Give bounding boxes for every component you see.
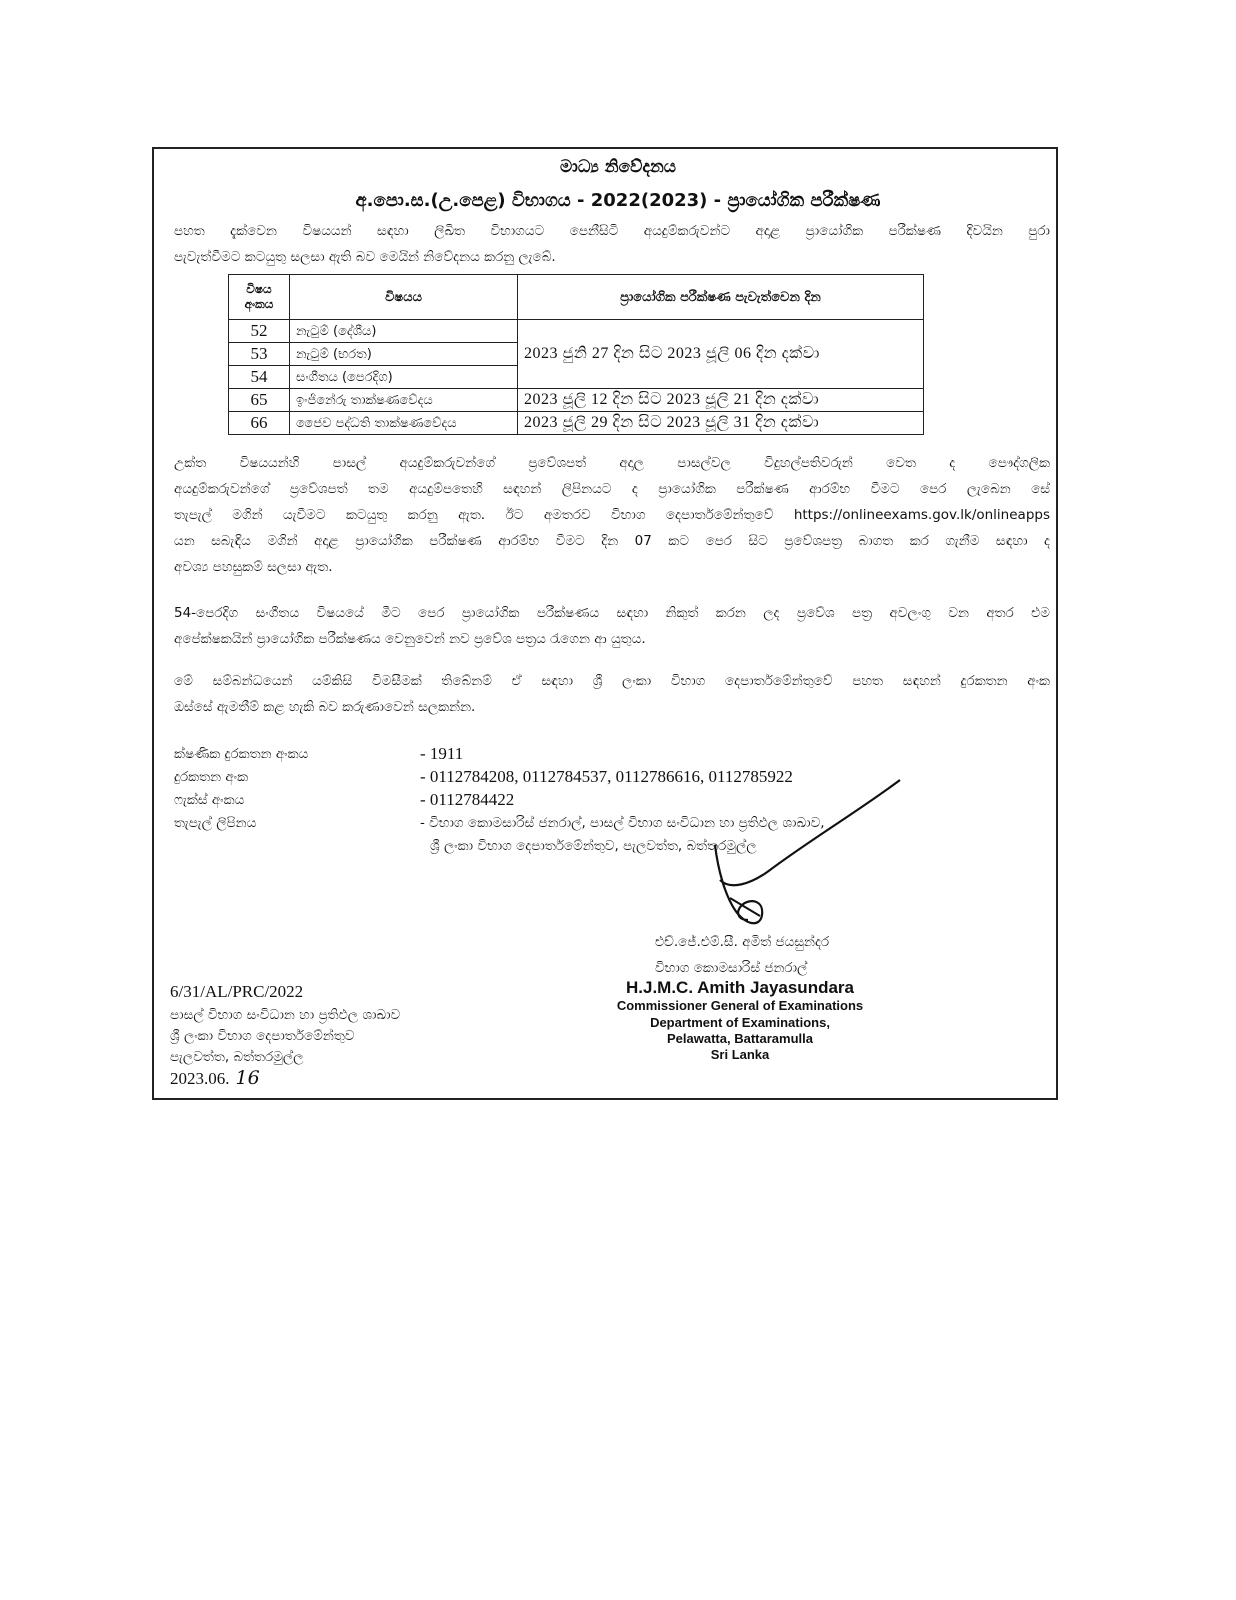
notice-subtitle: අ.පො.ස.(උ.පෙළ) විභාගය - 2022(2023) - ප්‍රායෝගික පරීක්ෂණ — [355, 190, 881, 211]
fax-value: - 0112784422 — [420, 790, 515, 809]
subject-name: නැටුම් (දේශීය) — [290, 320, 518, 343]
table-row — [229, 389, 924, 412]
reference-date-printed: 2023.06. — [170, 1069, 230, 1088]
postal-address-line2: ශ්‍රී ලංකා විභාග දෙපාර්තමේන්තුව, පැලවත්ත, බත්තරමුල්ල — [430, 838, 757, 854]
subject-code: 54 — [229, 366, 290, 389]
subject-code: 66 — [229, 412, 290, 435]
reference-date-handwritten: 16 — [235, 1067, 260, 1089]
notice-title: මාධ්‍ය නිවේදනය — [560, 157, 676, 177]
subject-code: 65 — [229, 389, 290, 412]
paragraph-line: අයදුම්කරුවන්ගේ ප්‍රවේශපත් තම අයදුම්පතෙහි සඳහන් ලිපිනයට ද ප්‍රායෝගික පරීක්ෂණ ආරම්භ වීමට පෙර ලැබෙන සේ — [174, 481, 1050, 497]
subject-code: 53 — [229, 343, 290, 366]
subject-code: 52 — [229, 320, 290, 343]
subject-name: නැටුම් (භරත) — [290, 343, 518, 366]
subject-name: ජෛව පද්ධති තාක්ෂණවේදය — [290, 412, 518, 435]
paragraph-line: මේ සම්බන්ධයෙන් යම්කිසි විමසීමක් තිබේනම් ඒ සඳහා ශ්‍රී ලංකා විභාග දෙපාර්තමේන්තුවේ පහත සඳහන් දුරකතන අංක — [174, 673, 1050, 689]
paragraph-line: යන සබැඳිය මගින් අදාළ ප්‍රායෝගික පරීක්ෂණ ආරම්භ වීමට දින 07 කට පෙර සිට ප්‍රවේශපත්‍ර බාගත කර ගැනීම සඳහා ද — [174, 533, 1050, 549]
reference-address: පැලවත්ත, බත්තරමුල්ල — [170, 1049, 304, 1065]
address-en: Pelawatta, Battaramulla — [667, 1031, 813, 1046]
practical-dates: 2023 ජූලි 12 දින සිට 2023 ජූලි 21 දින දක්වා — [518, 389, 924, 412]
paragraph-line: අවශ්‍ය පහසුකම් සලසා ඇත. — [174, 559, 333, 575]
reference-date — [170, 1067, 260, 1089]
fax-label: ෆැක්ස් අංකය — [174, 792, 245, 808]
intro-paragraph — [174, 218, 1050, 270]
paragraph-line: අපේක්ෂකයින් ප්‍රායෝගික පරීක්ෂණය වෙනුවෙන් නව ප්‍රවේශ පත්‍රය රැගෙන ආ යුතුය. — [174, 631, 646, 647]
col-header-subject: විෂයය — [290, 275, 518, 320]
department-en: Department of Examinations, — [650, 1015, 830, 1030]
signatory-title-si: විභාග කොමසාරිස් ජනරාල් — [655, 960, 808, 976]
intro-line: පහත දැක්වෙන විෂයයන් සඳහා ලිඛිත විභාගයට පෙනීසිටි අයදුම්කරුවන්ට අදාළ ප්‍රායෝගික පරීක්ෂණ දිවයින පුරා — [174, 223, 1050, 239]
telephone-label: දුරකතන අංක — [174, 769, 249, 785]
paragraph-line: 54-පෙරදිග සංගීතය විෂයයේ මීට පෙර ප්‍රායෝගික පරීක්ෂණය සඳහා නිකුත් කරන ලද ප්‍රවේශ පත්‍ර අවලංගු වන අතර එම — [174, 605, 1050, 621]
telephone-value: - 0112784208, 0112784537, 0112786616, 0112785922 — [420, 767, 793, 786]
signatory-name-en: H.J.M.C. Amith Jayasundara — [626, 978, 854, 997]
oriental-music-paragraph — [174, 600, 1050, 652]
col-header-code: විෂය අංකය — [229, 275, 290, 320]
reference-branch: පාසල් විභාග සංවිධාන හා ප්‍රතිඵල ශාඛාව — [170, 1007, 401, 1023]
signatory-name-si: එච්.ජේ.එම්.සී. අමිත් ජයසුන්දර — [655, 934, 830, 950]
subject-name: සංගීතය (පෙරදිග) — [290, 366, 518, 389]
paragraph-line: තැපැල් මගින් යැවීමට කටයුතු කරනු ඇත. ඊට අමතරව විභාග දෙපාර්තමේන්තුවේ https://onlineexams.gov.lk/onlineapps — [174, 507, 1050, 523]
postal-address-label: තැපැල් ලිපිනය — [174, 815, 257, 831]
hotline-label: ක්ෂණික දුරකතන අංකය — [174, 746, 309, 762]
table-row — [229, 320, 924, 343]
signatory-title-en: Commissioner General of Examinations — [616, 998, 864, 1013]
admission-paragraph — [174, 450, 1050, 580]
table-row — [229, 412, 924, 435]
inquiry-paragraph — [174, 668, 1050, 720]
practical-dates: 2023 ජුනි 27 දින සිට 2023 ජූලි 06 දින දක්වා — [518, 320, 924, 389]
paragraph-line: ඔස්සේ ඇමතීම් කළ හැකි බව කරුණාවෙන් සලකන්න. — [174, 699, 476, 715]
country-en: Sri Lanka — [710, 1047, 770, 1062]
col-header-dates: ප්‍රායෝගික පරීක්ෂණ පැවැත්වෙන දින — [518, 275, 924, 320]
reference-department: ශ්‍රී ලංකා විභාග දෙපාර්තමේන්තුව — [170, 1028, 355, 1044]
practical-dates: 2023 ජූලි 29 දින සිට 2023 ජූලි 31 දින දක්වා — [518, 412, 924, 435]
reference-code: 6/31/AL/PRC/2022 — [170, 982, 304, 1001]
subject-name: ඉංජිනේරු තාක්ෂණවේදය — [290, 389, 518, 412]
practical-schedule-table — [228, 274, 924, 435]
hotline-value: - 1911 — [420, 744, 464, 763]
paragraph-line: උක්ත විෂයයන්හි පාසල් අයදුම්කරුවන්ගේ ප්‍රවේශපත් අදාල පාසල්වල විදුහල්පතිවරුන් වෙත ද පෞද්ගලික — [174, 455, 1050, 471]
postal-address-value: - විභාග කොමසාරිස් ජනරාල්, පාසල් විභාග සංවිධාන හා ප්‍රතිඵල ශාඛාව, — [420, 815, 825, 831]
intro-line: පැවැත්වීමට කටයුතු සලසා ඇති බව මෙයින් නිවේදනය කරනු ලැබේ. — [174, 249, 556, 265]
handwritten-signature — [690, 770, 910, 940]
table-header-row — [229, 275, 924, 320]
